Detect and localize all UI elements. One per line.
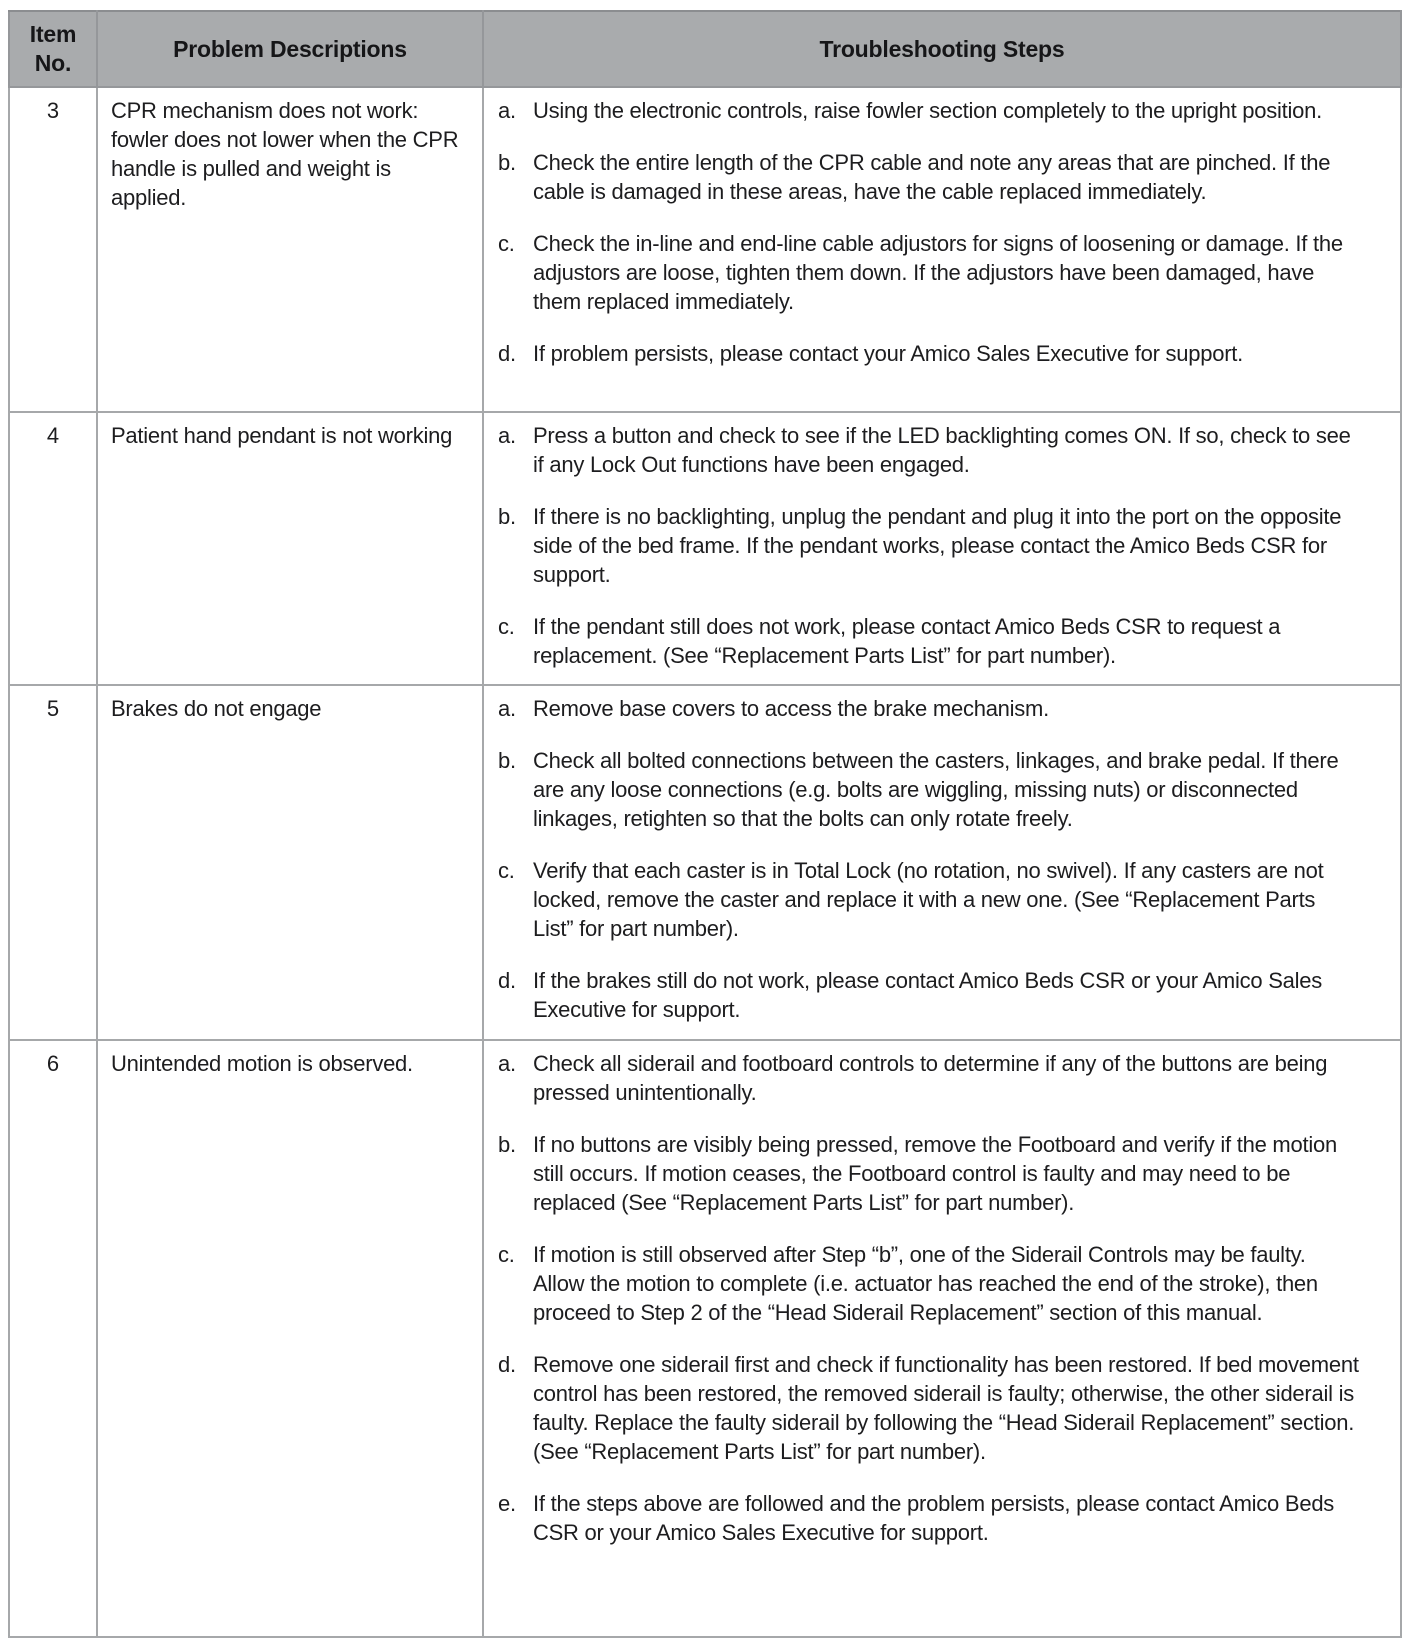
- problem-description-cell: Patient hand pendant is not working: [97, 412, 483, 685]
- step-text: If there is no backlighting, unplug the pendant and plug it into the port on the opposite side of the bed frame. If the pendant works, please contact the Amico Beds CSR for support.: [533, 504, 1342, 587]
- step-text: If the pendant still does not work, please contact Amico Beds CSR to request a replacement. (See “Replacement Parts List” for part number).: [533, 614, 1281, 668]
- problem-description-cell: Unintended motion is observed.: [97, 1040, 483, 1637]
- troubleshooting-step: [498, 421, 1360, 479]
- troubleshooting-step: [498, 1489, 1360, 1547]
- troubleshooting-step: [498, 1240, 1360, 1327]
- step-text: Check the entire length of the CPR cable and note any areas that are pinched. If the cable is damaged in these areas, have the cable replaced immediately.: [533, 150, 1331, 204]
- step-text: Verify that each caster is in Total Lock (no rotation, no swivel). If any casters are not locked, remove the caster and replace it with a new one. (See “Replacement Parts List” for part number).: [533, 858, 1324, 941]
- table-row: [9, 685, 1401, 1040]
- step-letter: d.: [498, 341, 516, 366]
- step-text: Press a button and check to see if the LED backlighting comes ON. If so, check to see if any Lock Out functions have been engaged.: [533, 423, 1351, 477]
- step-letter: b.: [498, 150, 516, 175]
- step-text: Check all siderail and footboard controls to determine if any of the buttons are being pressed unintentionally.: [533, 1051, 1328, 1105]
- step-letter: e.: [498, 1491, 516, 1516]
- step-letter: b.: [498, 1132, 516, 1157]
- problem-description-cell: Brakes do not engage: [97, 685, 483, 1040]
- troubleshooting-step: [498, 148, 1360, 206]
- troubleshooting-step: [498, 502, 1360, 589]
- troubleshooting-steps-cell: [483, 412, 1401, 685]
- item-no-cell: 5: [9, 685, 97, 1040]
- step-text: If the steps above are followed and the problem persists, please contact Amico Beds CSR or your Amico Sales Executive for support.: [533, 1491, 1335, 1545]
- table-body: [9, 87, 1401, 1637]
- step-letter: a.: [498, 423, 516, 448]
- step-letter: c.: [498, 1242, 515, 1267]
- header-row: [9, 11, 1401, 87]
- step-letter: d.: [498, 968, 516, 993]
- step-letter: b.: [498, 504, 516, 529]
- troubleshooting-step: [498, 1130, 1360, 1217]
- step-text: If the brakes still do not work, please contact Amico Beds CSR or your Amico Sales Executive for support.: [533, 968, 1322, 1022]
- troubleshooting-step: [498, 966, 1360, 1024]
- troubleshooting-step: [498, 856, 1360, 943]
- step-text: Using the electronic controls, raise fowler section completely to the upright position.: [533, 98, 1322, 123]
- step-text: Check all bolted connections between the casters, linkages, and brake pedal. If there are any loose connections (e.g. bolts are wiggling, missing nuts) or disconnected linkages, retighten so that the bolts can only rotate freely.: [533, 748, 1339, 831]
- item-no-cell: 3: [9, 87, 97, 412]
- step-text: If no buttons are visibly being pressed, remove the Footboard and verify if the motion still occurs. If motion ceases, the Footboard control is faulty and may need to be replaced (See “Replacement Parts List” for part number).: [533, 1132, 1337, 1215]
- troubleshooting-step: [498, 746, 1360, 833]
- troubleshooting-step: [498, 612, 1360, 670]
- step-text: If problem persists, please contact your Amico Sales Executive for support.: [533, 341, 1244, 366]
- step-text: If motion is still observed after Step “b”, one of the Siderail Controls may be faulty. Allow the motion to complete (i.e. actuator has reached the end of the stroke), then proceed to Step 2 of the “Head Siderail Replacement” section of this manual.: [533, 1242, 1318, 1325]
- header-item-no: Item No.: [9, 11, 97, 87]
- step-letter: c.: [498, 231, 515, 256]
- troubleshooting-step: [498, 694, 1360, 723]
- troubleshooting-step: [498, 339, 1360, 368]
- step-letter: a.: [498, 98, 516, 123]
- step-letter: a.: [498, 696, 516, 721]
- step-letter: a.: [498, 1051, 516, 1076]
- table-row: [9, 412, 1401, 685]
- item-no-cell: 6: [9, 1040, 97, 1637]
- item-no-cell: 4: [9, 412, 97, 685]
- step-letter: d.: [498, 1352, 516, 1377]
- step-text: Remove base covers to access the brake mechanism.: [533, 696, 1049, 721]
- table-row: [9, 1040, 1401, 1637]
- troubleshooting-table: [8, 10, 1402, 1638]
- step-letter: c.: [498, 858, 515, 883]
- step-text: Check the in-line and end-line cable adjustors for signs of loosening or damage. If the adjustors are loose, tighten them down. If the adjustors have been damaged, have them replaced immediately.: [533, 231, 1343, 314]
- troubleshooting-step: [498, 1049, 1360, 1107]
- header-problem-descriptions: Problem Descriptions: [97, 11, 483, 87]
- step-letter: b.: [498, 748, 516, 773]
- troubleshooting-step: [498, 96, 1360, 125]
- table-header: [9, 11, 1401, 87]
- step-letter: c.: [498, 614, 515, 639]
- troubleshooting-steps-cell: [483, 87, 1401, 412]
- step-text: Remove one siderail first and check if functionality has been restored. If bed movement control has been restored, the removed siderail is faulty; otherwise, the other siderail is faulty. Replace the faulty siderail by following the “Head Siderail Replacement” section. (See “Replacement Parts List” for part number).: [533, 1352, 1359, 1464]
- troubleshooting-step: [498, 1350, 1360, 1466]
- troubleshooting-steps-cell: [483, 1040, 1401, 1637]
- table-row: [9, 87, 1401, 412]
- troubleshooting-steps-cell: [483, 685, 1401, 1040]
- header-troubleshooting-steps: Troubleshooting Steps: [483, 11, 1401, 87]
- troubleshooting-step: [498, 229, 1360, 316]
- problem-description-cell: CPR mechanism does not work: fowler does not lower when the CPR handle is pulled and weight is applied.: [97, 87, 483, 412]
